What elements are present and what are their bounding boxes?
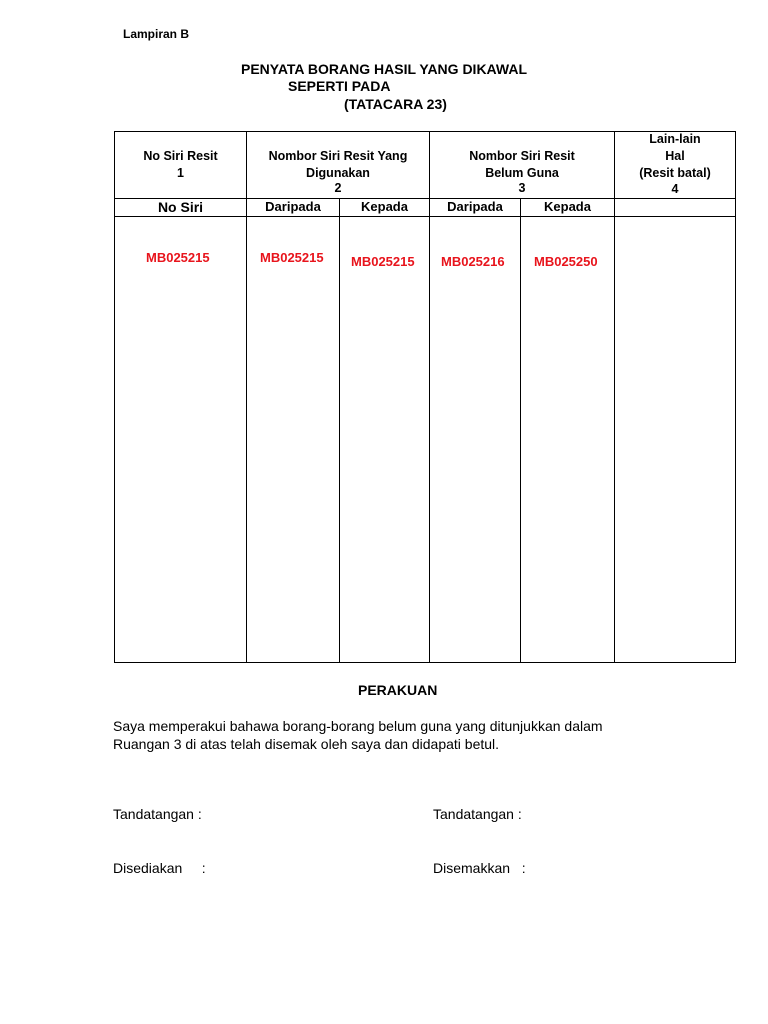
header-line: Hal	[665, 149, 685, 163]
cell-no-siri: MB025215	[146, 250, 210, 265]
subheader-separator	[114, 216, 736, 217]
subheader-kepada-belum-guna: Kepada	[544, 199, 591, 214]
document-title: PENYATA BORANG HASIL YANG DIKAWAL	[241, 61, 528, 77]
column-header-no-siri-resit	[115, 148, 246, 182]
checked-by-label: Disemakkan :	[433, 860, 526, 876]
header-line: Belum Guna	[485, 166, 559, 180]
header-line: 3	[518, 181, 526, 195]
header-line: Digunakan	[306, 166, 370, 180]
subheader-daripada-belum-guna: Daripada	[447, 199, 503, 214]
header-line: (Resit batal)	[639, 166, 711, 180]
subcolumn-divider-2	[339, 198, 340, 663]
cell-belum-guna-kepada: MB025250	[534, 254, 598, 269]
subheader-daripada-digunakan: Daripada	[265, 199, 321, 214]
table-border-right	[735, 131, 736, 663]
document-subtitle: SEPERTI PADA	[288, 78, 391, 94]
header-line: 1	[177, 166, 184, 180]
signature-label-right: Tandatangan :	[433, 806, 522, 822]
prepared-by-label: Disediakan :	[113, 860, 206, 876]
column-header-belum-guna	[430, 148, 614, 195]
column-divider-3	[614, 131, 615, 663]
header-line: Nombor Siri Resit Yang	[268, 149, 408, 163]
statement-line: Ruangan 3 di atas telah disemak oleh saya dan didapati betul.	[113, 736, 500, 752]
appendix-label: Lampiran B	[123, 27, 190, 41]
table-border-bottom	[114, 662, 736, 663]
header-line: No Siri Resit	[143, 149, 218, 163]
statement-line: Saya memperakui bahawa borang-borang belum guna yang ditunjukkan dalam	[113, 718, 603, 734]
header-line: 2	[334, 181, 342, 195]
document-procedure-ref: (TATACARA 23)	[344, 96, 447, 112]
header-line: Nombor Siri Resit	[469, 149, 575, 163]
signature-label-left: Tandatangan :	[113, 806, 202, 822]
column-header-digunakan	[247, 148, 429, 195]
perakuan-heading: PERAKUAN	[358, 682, 438, 698]
cell-digunakan-kepada: MB025215	[351, 254, 415, 269]
perakuan-statement	[113, 717, 673, 753]
cell-belum-guna-daripada: MB025216	[441, 254, 505, 269]
subheader-kepada-digunakan: Kepada	[361, 199, 408, 214]
header-line: 4	[671, 182, 679, 196]
cell-digunakan-daripada: MB025215	[260, 250, 324, 265]
subcolumn-divider-3	[520, 198, 521, 663]
header-line: Lain-lain	[649, 132, 701, 146]
column-header-lain-lain	[615, 131, 735, 196]
subheader-no-siri: No Siri	[157, 199, 204, 215]
